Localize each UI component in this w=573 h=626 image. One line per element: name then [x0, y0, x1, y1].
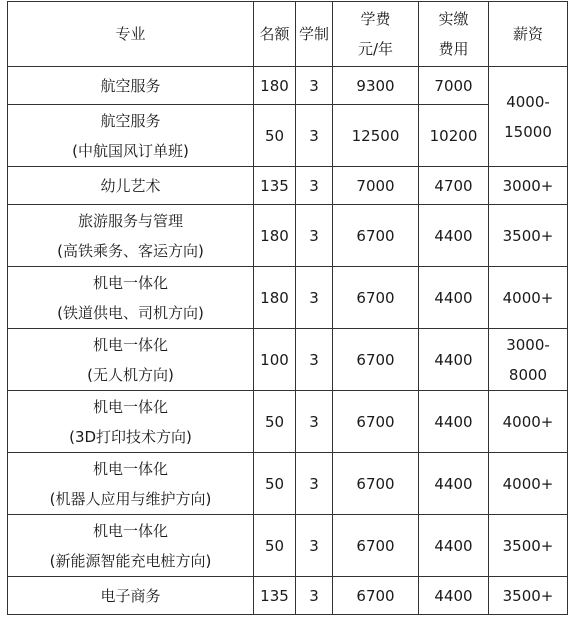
cell-actual: 4400 [419, 515, 489, 577]
cell-years: 3 [296, 329, 333, 391]
major-name: 电子商务 [100, 586, 161, 605]
major-name: 航空服务 [100, 76, 161, 95]
cell-tuition: 7000 [333, 167, 419, 205]
cell-salary: 3500+ [489, 577, 568, 615]
major-name: 机电一体化 [92, 521, 168, 540]
header-actual [419, 2, 489, 67]
cell-major [8, 205, 254, 267]
salary-line1: 4000- [506, 92, 550, 111]
cell-years: 3 [296, 67, 333, 105]
cell-quota: 100 [254, 329, 296, 391]
cell-years: 3 [296, 515, 333, 577]
table-row [8, 515, 568, 577]
major-direction: (无人机方向) [87, 365, 174, 384]
cell-years: 3 [296, 105, 333, 167]
cell-salary-merged [489, 67, 568, 167]
major-name: 机电一体化 [92, 397, 168, 416]
cell-quota: 50 [254, 453, 296, 515]
cell-tuition: 6700 [333, 515, 419, 577]
cell-salary: 3500+ [489, 515, 568, 577]
salary-line2: 8000 [508, 365, 548, 384]
cell-tuition: 6700 [333, 391, 419, 453]
cell-years: 3 [296, 577, 333, 615]
table-row [8, 329, 568, 391]
major-name: 机电一体化 [92, 273, 168, 292]
cell-salary: 3000+ [489, 167, 568, 205]
cell-actual: 10200 [419, 105, 489, 167]
header-quota: 名额 [254, 2, 296, 67]
majors-table [7, 1, 568, 615]
cell-quota: 50 [254, 105, 296, 167]
cell-actual: 4400 [419, 391, 489, 453]
major-direction: (机器人应用与维护方向) [49, 489, 212, 508]
cell-major [8, 391, 254, 453]
cell-major [8, 167, 254, 205]
cell-tuition: 6700 [333, 267, 419, 329]
cell-major [8, 329, 254, 391]
cell-quota: 180 [254, 267, 296, 329]
cell-tuition: 6700 [333, 577, 419, 615]
table-row [8, 267, 568, 329]
cell-salary [489, 329, 568, 391]
cell-years: 3 [296, 453, 333, 515]
cell-tuition: 12500 [333, 105, 419, 167]
table-row [8, 67, 568, 105]
header-tuition-line1: 学费 [360, 10, 391, 28]
cell-years: 3 [296, 167, 333, 205]
major-direction: (中航国风订单班) [72, 141, 189, 160]
major-name: 机电一体化 [92, 335, 168, 354]
cell-actual: 4700 [419, 167, 489, 205]
major-direction: (高铁乘务、客运方向) [57, 241, 204, 260]
header-years: 学制 [296, 2, 333, 67]
salary-line2: 15000 [504, 122, 552, 141]
cell-quota: 180 [254, 67, 296, 105]
table-row [8, 577, 568, 615]
header-row [8, 2, 568, 67]
cell-quota: 180 [254, 205, 296, 267]
salary-line1: 3000- [506, 335, 550, 354]
cell-quota: 50 [254, 515, 296, 577]
header-salary: 薪资 [489, 2, 568, 67]
major-name: 机电一体化 [92, 459, 168, 478]
cell-tuition: 9300 [333, 67, 419, 105]
cell-major [8, 67, 254, 105]
major-name: 旅游服务与管理 [77, 211, 183, 230]
cell-actual: 4400 [419, 329, 489, 391]
cell-tuition: 6700 [333, 205, 419, 267]
cell-salary: 4000+ [489, 453, 568, 515]
cell-salary: 4000+ [489, 391, 568, 453]
cell-salary: 4000+ [489, 267, 568, 329]
cell-tuition: 6700 [333, 329, 419, 391]
cell-actual: 4400 [419, 267, 489, 329]
cell-actual: 7000 [419, 67, 489, 105]
cell-actual: 4400 [419, 453, 489, 515]
cell-major [8, 267, 254, 329]
major-name: 幼儿艺术 [100, 176, 161, 195]
table-row [8, 205, 568, 267]
header-actual-line1: 实缴 [438, 10, 469, 28]
cell-salary: 3500+ [489, 205, 568, 267]
table-row [8, 391, 568, 453]
major-direction: (3D打印技术方向) [69, 427, 192, 446]
header-tuition [333, 2, 419, 67]
major-name: 航空服务 [100, 111, 161, 130]
table-row [8, 105, 568, 167]
cell-quota: 135 [254, 167, 296, 205]
cell-actual: 4400 [419, 577, 489, 615]
header-tuition-line2: 元/年 [357, 40, 394, 58]
cell-years: 3 [296, 267, 333, 329]
table-row [8, 167, 568, 205]
cell-major [8, 577, 254, 615]
major-direction: (铁道供电、司机方向) [57, 303, 204, 322]
cell-actual: 4400 [419, 205, 489, 267]
cell-quota: 135 [254, 577, 296, 615]
cell-years: 3 [296, 205, 333, 267]
cell-major [8, 453, 254, 515]
cell-years: 3 [296, 391, 333, 453]
cell-major [8, 105, 254, 167]
cell-tuition: 6700 [333, 453, 419, 515]
cell-major [8, 515, 254, 577]
header-major: 专业 [8, 2, 254, 67]
header-actual-line2: 费用 [438, 40, 469, 58]
table-row [8, 453, 568, 515]
major-direction: (新能源智能充电桩方向) [49, 551, 212, 570]
cell-quota: 50 [254, 391, 296, 453]
